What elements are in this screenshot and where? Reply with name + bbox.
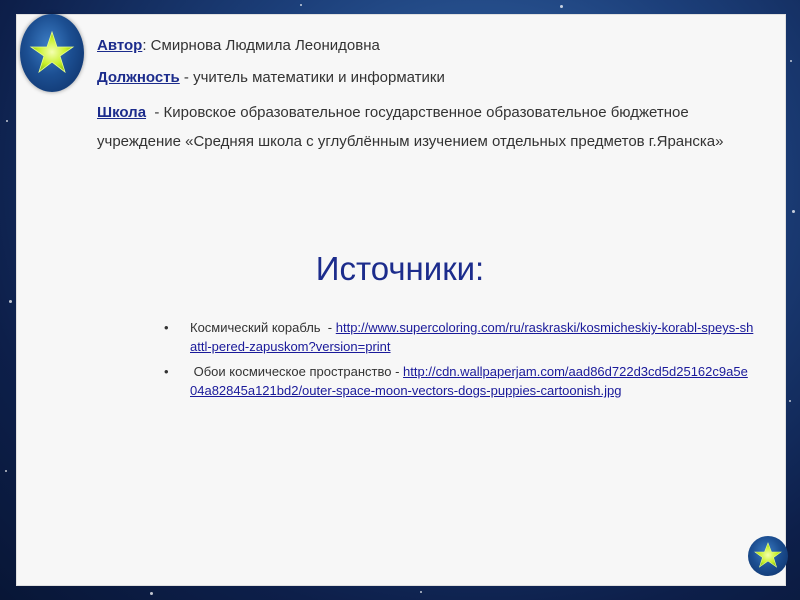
source-text: Обои космическое пространство - [190, 364, 404, 379]
sparkle [792, 210, 795, 213]
school-label: Школа [97, 104, 147, 121]
sources-list [164, 318, 754, 406]
list-item [164, 318, 754, 356]
sparkle [300, 4, 302, 6]
author-line [97, 34, 757, 58]
star-icon [748, 536, 788, 576]
author-label: Автор [97, 37, 143, 54]
author-info [97, 34, 757, 164]
sources-title: Источники: [315, 250, 485, 287]
source-link[interactable]: http://www.supercoloring.com/ru/raskraski/kosmicheskiy-korabl-speys-shattl-pered-zapuskom?version=print [190, 320, 754, 354]
sparkle [789, 400, 791, 402]
star-icon [20, 14, 84, 92]
bullet-icon: • [164, 364, 169, 379]
position-value: - учитель математики и информатики [179, 69, 445, 86]
source-link[interactable]: http://cdn.wallpaperjam.com/aad86d722d3cd5d25162c9a5e04a82845a121bd2/outer-space-moon-vectors-dogs-puppies-cartoonish.jpg [190, 364, 748, 398]
list-item [164, 362, 754, 400]
sparkle [150, 592, 153, 595]
position-line [97, 66, 757, 90]
author-value: : Смирнова Людмила Леонидовна [142, 37, 380, 54]
position-label: Должность [97, 69, 180, 86]
bullet-icon: • [164, 320, 169, 335]
sparkle [560, 5, 563, 8]
sparkle [5, 470, 7, 472]
sparkle [6, 120, 8, 122]
school-value: - Кировское образовательное государственное образовательное бюджетное учреждение «Средняя школа с углублённым изучением отдельных предметов г.Яранска» [97, 104, 724, 150]
sparkle [9, 300, 12, 303]
sparkle [420, 591, 422, 593]
source-text: Космический корабль - [190, 320, 336, 335]
sparkle [790, 60, 792, 62]
school-line [97, 98, 757, 156]
